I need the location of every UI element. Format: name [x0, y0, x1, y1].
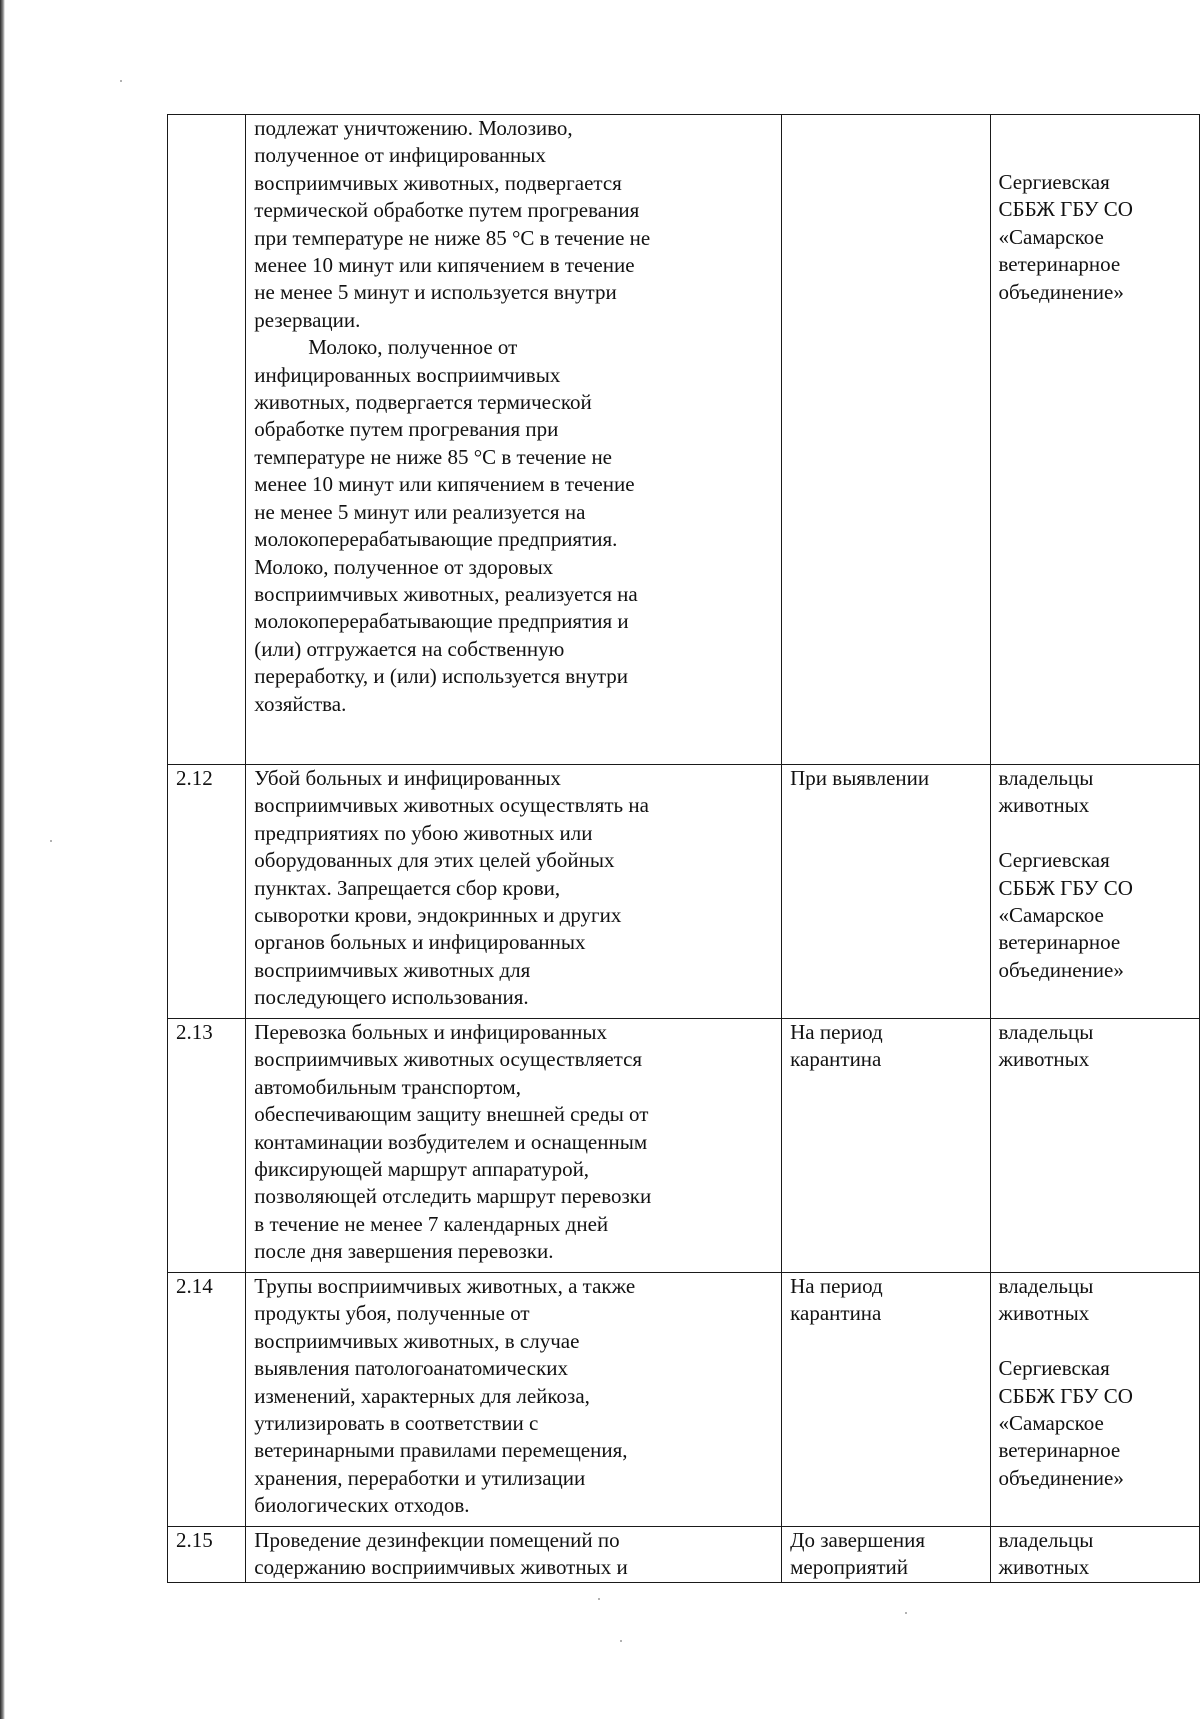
term-cell: До завершения мероприятий	[782, 1527, 990, 1583]
scan-speck	[905, 1612, 907, 1614]
row-number: 2.14	[168, 1273, 246, 1527]
table-row	[168, 1273, 1200, 1527]
responsible-cell: владельцы животных Сергиевская СББЖ ГБУ СО «Самарское ветеринарное объединение»	[990, 1273, 1200, 1527]
responsible-cell: владельцы животных Сергиевская СББЖ ГБУ СО «Самарское ветеринарное объединение»	[990, 765, 1200, 1019]
table-row	[168, 1527, 1200, 1583]
scan-speck	[50, 840, 52, 842]
measure-text: Проведение дезинфекции помещений по содержанию восприимчивых животных и	[246, 1527, 782, 1583]
scan-edge	[0, 0, 5, 1719]
row-number: 2.15	[168, 1527, 246, 1583]
table-row	[168, 1019, 1200, 1273]
term-cell: При выявлении	[782, 765, 990, 1019]
row-number: 2.12	[168, 765, 246, 1019]
responsible-cell: владельцы животных	[990, 1527, 1200, 1583]
measure-text: подлежат уничтожению. Молозиво, полученное от инфицированных восприимчивых животных, подвергается термической обработке путем прогревания при температуре не ниже 85 °С в течение не менее 10 минут или кипячением в течение не менее 5 минут и используется внутри резервации. Молоко, полученное от инфицированных восприимчивых животных, подвергается термической обработке путем прогревания при температуре не ниже 85 °С в течение не менее 10 минут или кипячением в течение не менее 5 минут или реализуется на молокоперерабатывающие предприятия. Молоко, полученное от здоровых восприимчивых животных, реализуется на молокоперерабатывающие предприятия и (или) отгружается на собственную переработку, и (или) используется внутри хозяйства.	[246, 115, 782, 765]
measure-text: Перевозка больных и инфицированных восприимчивых животных осуществляется автомобильным транспортом, обеспечивающим защиту внешней среды от контаминации возбудителем и оснащенным фиксирующей маршрут аппаратурой, позволяющей отследить маршрут перевозки в течение не менее 7 календарных дней после дня завершения перевозки.	[246, 1019, 782, 1273]
measure-text: Убой больных и инфицированных восприимчивых животных осуществлять на предприятиях по убою животных или оборудованных для этих целей убойных пунктах. Запрещается сбор крови, сыворотки крови, эндокринных и других органов больных и инфицированных восприимчивых животных для последующего использования.	[246, 765, 782, 1019]
responsible-cell: владельцы животных	[990, 1019, 1200, 1273]
term-cell	[782, 115, 990, 765]
scan-speck	[120, 80, 122, 82]
table-row	[168, 765, 1200, 1019]
table-row	[168, 115, 1200, 765]
term-cell: На период карантина	[782, 1019, 990, 1273]
measures-table	[167, 114, 1200, 1583]
scan-speck	[620, 1640, 622, 1642]
term-cell: На период карантина	[782, 1273, 990, 1527]
row-number	[168, 115, 246, 765]
scan-speck	[598, 1598, 600, 1600]
measure-text: Трупы восприимчивых животных, а также продукты убоя, полученные от восприимчивых животных, в случае выявления патологоанатомических изменений, характерных для лейкоза, утилизировать в соответствии с ветеринарными правилами перемещения, хранения, переработки и утилизации биологических отходов.	[246, 1273, 782, 1527]
row-number: 2.13	[168, 1019, 246, 1273]
responsible-cell: Сергиевская СББЖ ГБУ СО «Самарское ветеринарное объединение»	[990, 115, 1200, 765]
